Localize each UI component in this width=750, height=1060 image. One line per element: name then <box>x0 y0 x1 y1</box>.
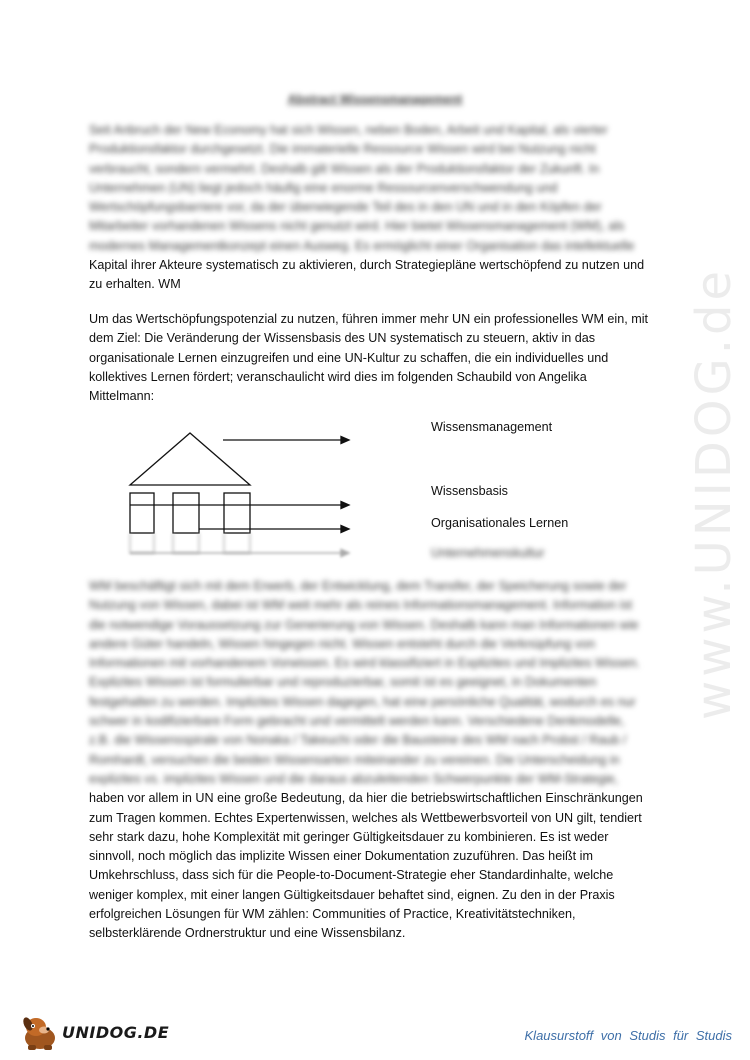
text-line: haben vor allem in UN eine große Bedeutung, da hier die betriebswirtschaftlichen Einschränkungen <box>89 791 643 806</box>
diagram-label-kultur: Unternehmenskultur <box>431 546 545 560</box>
text-line: weniger komplex, mit einer langen Gültigkeitsdauer behaftet sind, eignen. Zu den in der Praxis <box>89 887 615 902</box>
paragraph-intro <box>89 121 663 295</box>
text-line: Informationen mit vorhandenem Vorwissen. Es wird klassifiziert in Explizites und Implizites Wissen. <box>89 656 640 671</box>
text-line: festgehalten zu werden. Implizites Wissen dagegen, hat eine persönliche Qualität, wodurch es nur <box>89 694 636 709</box>
dog-icon <box>18 1013 62 1053</box>
text-line: sinnvoll, noch möglich das implizite Wissen einer Dokumentation zuzuführen. Das heißt im <box>89 849 593 864</box>
text-line: andere Güter handeln, Wissen hingegen nicht. Wissen entsteht durch die Verknüpfung von <box>89 636 596 651</box>
text-line: Unternehmen (UN) liegt jedoch häufig eine enorme Ressourcenverschwendung und <box>89 180 558 195</box>
unidog-logo <box>18 1013 168 1053</box>
text-line: organisationale Lernen einzugreifen und eine UN-Kultur zu schaffen, die ein individuelles und <box>89 350 609 365</box>
text-line: Produktionsfaktor durchgesetzt. Die immaterielle Ressource Wissen wird bei Nutzung nicht <box>89 142 596 157</box>
text-line: kollektives Lernen fördert; veranschaulicht wird dies im folgenden Schaubild von Angelika <box>89 369 587 384</box>
text-line: Umkehrschluss, dass sich für die People-to-Document-Strategie eher Standardinhalte, welche <box>89 868 614 883</box>
text-line: die notwendige Voraussetzung zur Generierung von Wissen. Deshalb kann man Informationen wie <box>89 617 639 632</box>
roof-shape <box>130 433 250 485</box>
paragraph-goal <box>89 310 663 406</box>
text-line: verbraucht, sondern vermehrt. Deshalb gilt Wissen als der Produktionsfaktor der Zukunft. In <box>89 161 600 176</box>
watermark-text: www.UNIDOG.de <box>686 266 742 720</box>
text-line: WM beschäftigt sich mit dem Erwerb, der Entwicklung, dem Transfer, der Speicherung sowie der <box>89 579 627 593</box>
text-line: zu erhalten. WM <box>89 277 181 292</box>
text-line: Wertschöpfungsbarriere vor, da der überwiegende Teil des in den UN und in den Köpfen der <box>89 200 602 215</box>
paragraph-body <box>89 577 663 944</box>
pillar-3 <box>224 493 250 533</box>
pillar-1 <box>130 493 154 533</box>
text-line: z.B. die Wissensspirale von Nonaka / Takeuchi oder die Bausteine des WM nach Probst / Raub / <box>89 733 627 748</box>
text-line: erfolgreichen Lösungen für WM zählen: Communities of Practice, Kreativitätstechniken, <box>89 907 576 922</box>
text-line: schwer in kodifizierbare Form gebracht und vermittelt werden kann. Verschiedene Denkmodelle, <box>89 714 625 729</box>
text-line: sehr stark dazu, hohe Komplexität mit geringer Gültigkeitsdauer zu kombinieren. Es ist weder <box>89 829 609 844</box>
text-line: Mitarbeiter vorhandenen Wissens nicht genutzt wird. Hier bietet Wissensmanagement (WM), als <box>89 219 625 234</box>
document-title: Abstract Wissensmanagement <box>287 92 463 106</box>
footer-tagline: Klausurstoff von Studis für Studis <box>524 1028 732 1043</box>
text-line: explizites vs. implizites Wissen und die daraus abzuleitenden Schwerpunkte der WM-Strategie, <box>89 771 619 786</box>
diagram-label-management: Wissensmanagement <box>431 420 553 434</box>
text-line: Seit Anbruch der New Economy hat sich Wissen, neben Boden, Arbeit und Kapital, als vierter <box>89 123 608 137</box>
text-line: Romhardt, versuchen die beiden Wissensarten miteinander zu vereinen. Die Unterscheidung in <box>89 752 620 767</box>
text-line: zum Tragen kommen. Echtes Expertenwissen, welches als Wettbewerbsvorteil von UN gilt, tendiert <box>89 810 642 825</box>
text-line: modernes Managementkonzept einen Ausweg. Es ermöglicht einer Organisation das intellektuelle <box>89 238 635 253</box>
pillar-2 <box>173 493 199 533</box>
text-line: selbsterklärende Ordnerstruktur und eine Wissensbilanz. <box>89 926 406 941</box>
text-line: Nutzung von Wissen, dabei ist WM weit mehr als reines Informationsmanagement. Information ist <box>89 598 633 613</box>
logo-text: UNIDOG.DE <box>62 1023 170 1042</box>
text-line: Um das Wertschöpfungspotenzial zu nutzen, führen immer mehr UN ein professionelles WM ein, mit <box>89 312 649 326</box>
knowledge-house-diagram <box>120 425 420 565</box>
diagram-label-basis: Wissensbasis <box>431 484 508 498</box>
text-line: Explizites Wissen ist formulierbar und reproduzierbar, somit ist es geeignet, in Dokumenten <box>89 675 597 690</box>
text-line: dem Ziel: Die Veränderung der Wissensbasis des UN systematisch zu steuern, aktiv in das <box>89 331 596 346</box>
text-line: Mittelmann: <box>89 389 155 404</box>
diagram-label-lernen: Organisationales Lernen <box>431 516 569 530</box>
text-line: Kapital ihrer Akteure systematisch zu aktivieren, durch Strategiepläne wertschöpfend zu nutzen und <box>89 258 645 273</box>
